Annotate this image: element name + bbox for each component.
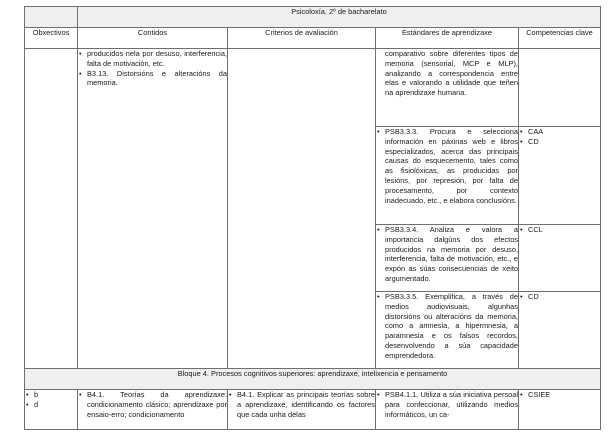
competencia-item: • CD xyxy=(528,292,600,302)
obxectivos-cell xyxy=(25,49,78,369)
bloque4-estandar-text: • PSB4.1.1. Utiliza a súa iniciativa persoal para confeccionar, utilizando medios informáticos, un ca- xyxy=(385,390,518,419)
curriculum-table xyxy=(24,6,601,430)
contidos-cell xyxy=(78,49,228,369)
competencias-cell-2 xyxy=(519,225,601,292)
competencia-item: • CCL xyxy=(528,225,600,235)
table-row xyxy=(25,49,601,127)
contidos-item-b313: • B3.13. Distorsións e alteracións da memoria. xyxy=(87,69,227,89)
bloque-4-title-row xyxy=(25,369,601,390)
column-header-row xyxy=(25,28,601,49)
bloque4-criterios-cell xyxy=(228,390,376,430)
bloque4-contidos-cell xyxy=(78,390,228,430)
estandar-cell-3 xyxy=(376,292,519,369)
bloque4-estandares-cell xyxy=(376,390,519,430)
estandar-cell-2 xyxy=(376,225,519,292)
bloque-4-title: Bloque 4. Procesos cognitivos superiores: aprendizaxe, intelixencia e pensamento xyxy=(25,369,601,390)
estandar-cell-1 xyxy=(376,127,519,225)
table-title-row xyxy=(25,7,601,28)
competencia-item: • CAA xyxy=(528,127,600,137)
table-title: Psicoloxía. 2º de bacharelato xyxy=(78,7,601,28)
estandar-text-1: • PSB3.3.3. Procura e selecciona información en páxinas web e libros especializados, acerca das principais causas do esquecemento, tales como as fisiolóxicas, as producidas por lesións, por represión, por falta de procesamento, por contexto inadecuado, etc., e elabora conclusións. xyxy=(385,127,518,205)
competencia-item: • CD xyxy=(528,137,600,147)
estandar-text-2: • PSB3.3.4. Analiza e valora a importancia dalgúns dos efectos producidos na memoria por desuso, interferencia, falta de motivación, etc., e expón as súas consecuencias de xeito argumentado. xyxy=(385,225,518,284)
title-empty-cell xyxy=(25,7,78,28)
header-estandares: Estándares de aprendizaxe xyxy=(376,28,519,49)
competencias-cell-3 xyxy=(519,292,601,369)
header-contidos: Contidos xyxy=(78,28,228,49)
table-row xyxy=(25,390,601,430)
obxectivo-item: • b xyxy=(34,390,77,400)
bloque4-contido-text: • B4.1. Teorías da aprendizaxe: condicionamento clásico; aprendizaxe por ensaio-erro; condicionamento xyxy=(87,390,227,419)
competencias-cell-0 xyxy=(519,49,601,127)
obxectivo-item: • d xyxy=(34,400,77,410)
bloque4-obxectivos-cell xyxy=(25,390,78,430)
bloque4-criterio-text: • B4.1. Explicar as principais teorías sobre a aprendizaxe, identificando os factores que cada unha delas xyxy=(237,390,375,419)
header-obxectivos: Obxectivos xyxy=(25,28,78,49)
estandar-text-0: comparativo sobre diferentes tipos de memoria (sensorial, MCP e MLP), analizando a correspondencia entre elas e valorando a utilidade que teñen na aprendizaxe humana. xyxy=(385,49,518,98)
estandar-cell-0 xyxy=(376,49,519,127)
bloque4-competencias-cell xyxy=(519,390,601,430)
contidos-list xyxy=(78,49,227,88)
competencias-cell-1 xyxy=(519,127,601,225)
estandar-text-3: • PSB3.3.5. Exemplifica, a través de medios audiovisuais, algunhas distorsións ou alteracións da memoria, como a amnesia, a hipermnesia, a paramnesia e os falsos recordos, desenvolvendo a súa capacidade emprendedora. xyxy=(385,292,518,361)
header-competencias: Competencias clave xyxy=(519,28,601,49)
contidos-continued-text: • producidos nela por desuso, interferencia, falta de motivación, etc. xyxy=(87,49,227,69)
criterios-cell xyxy=(228,49,376,369)
header-criterios: Criterios de avaliación xyxy=(228,28,376,49)
competencia-item: • CSIEE xyxy=(528,390,600,400)
